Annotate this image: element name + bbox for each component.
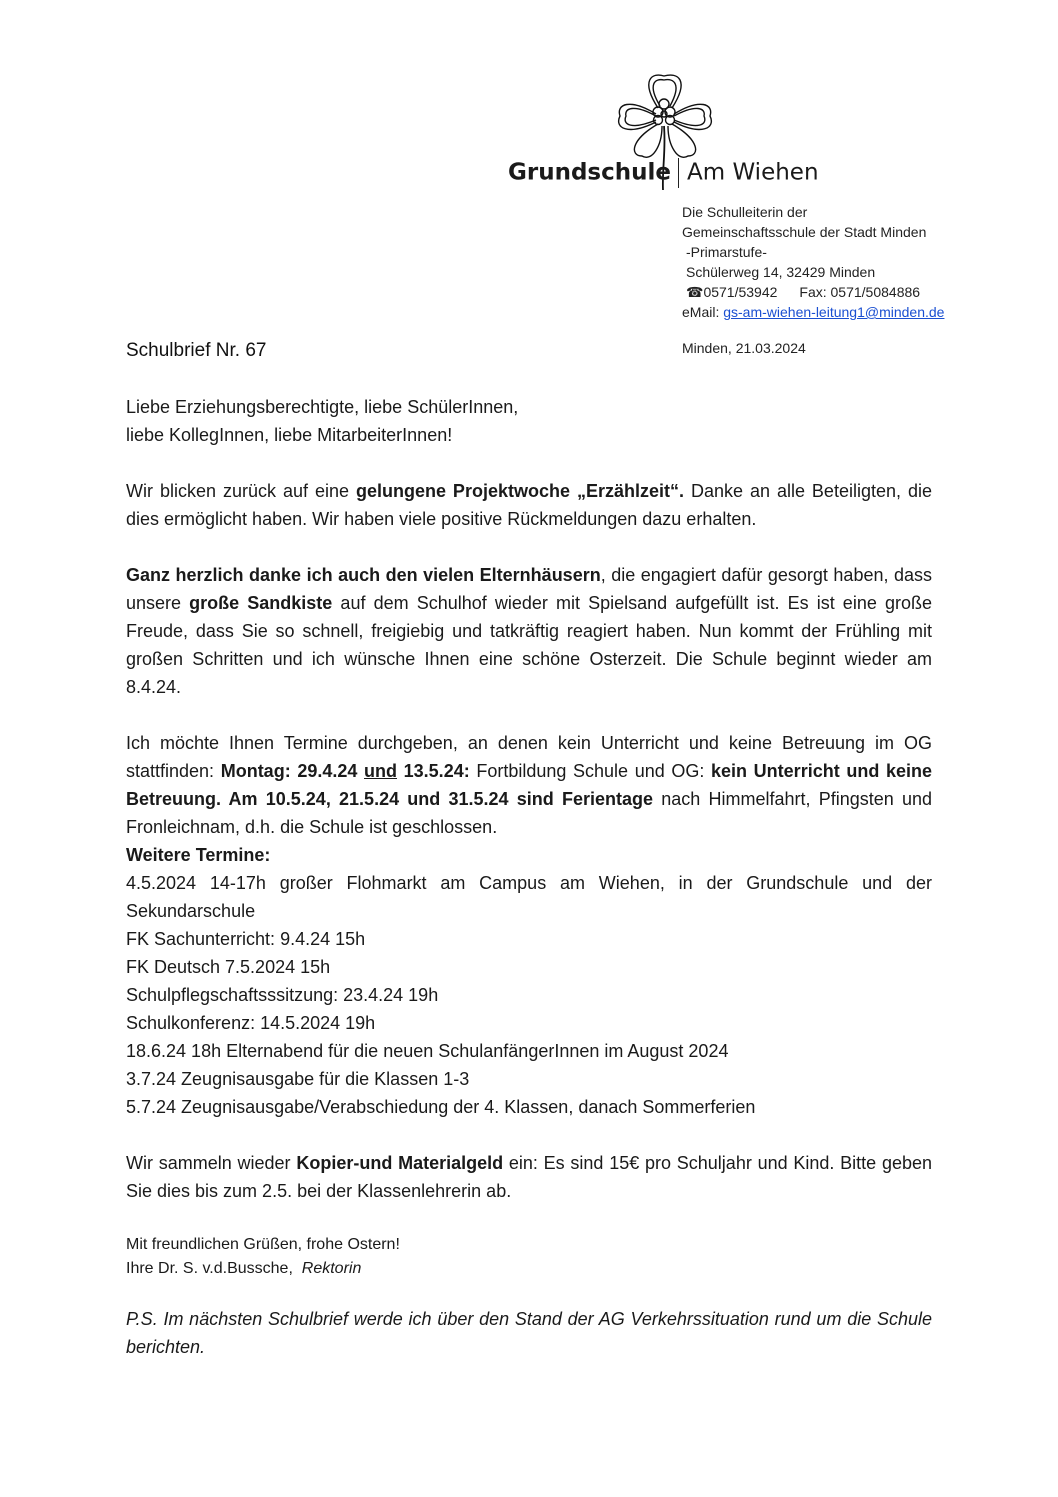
phone-fax-line bbox=[682, 282, 944, 302]
email-label: eMail: bbox=[682, 304, 724, 320]
para3-text-2: Fortbildung Schule und OG: bbox=[469, 761, 712, 781]
termine-item: 5.7.24 Zeugnisausgabe/Verabschiedung der 4. Klassen, danach Sommerferien bbox=[126, 1097, 756, 1117]
phone-number: ☎0571/53942 bbox=[686, 284, 778, 300]
address-line-2: Gemeinschaftsschule der Stadt Minden bbox=[682, 224, 927, 240]
closing-line-1: Mit freundlichen Grüßen, frohe Ostern! bbox=[126, 1236, 400, 1253]
letter-date: Minden, 21.03.2024 bbox=[682, 340, 806, 356]
greeting-line-1: Liebe Erziehungsberechtigte, liebe SchülerInnen, bbox=[126, 397, 519, 417]
postscript: P.S. Im nächsten Schulbrief werde ich über den Stand der AG Verkehrssituation rund um die Schule berichten. bbox=[126, 1309, 932, 1357]
termine-heading bbox=[126, 841, 932, 869]
school-name-part1: Grundschule bbox=[508, 159, 671, 186]
para1-bold-1: gelungene Projektwoche „Erzählzeit“. bbox=[355, 481, 684, 501]
para2-text-1: , die engagiert dafür gesorgt haben, dass unsere bbox=[126, 565, 933, 613]
greeting-line-2: liebe KollegInnen, liebe MitarbeiterInnen! bbox=[126, 425, 453, 445]
paragraph-closure-dates bbox=[126, 729, 932, 841]
address-line-3: -Primarstufe- bbox=[686, 244, 767, 260]
termine-item: FK Sachunterricht: 9.4.24 15h bbox=[126, 929, 366, 949]
paragraph-sandbox bbox=[126, 561, 932, 701]
closing-line-2 bbox=[126, 1257, 932, 1281]
para3-bold-1: Montag: 29.4.24 bbox=[220, 761, 365, 781]
para2-bold-1: Ganz herzlich danke ich auch den vielen Elternhäusern bbox=[126, 565, 601, 585]
para1-text-1: Wir blicken zurück auf eine bbox=[126, 481, 356, 501]
paragraph-material-fee bbox=[126, 1149, 932, 1205]
address-line-1: Die Schulleiterin der bbox=[682, 204, 808, 220]
para2-text-2: auf dem Schulhof wieder mit Spielsand aufgefüllt ist. Es ist eine große Freude, dass Sie so schnell, freigiebig und tatkräftig reagiert haben. Nun kommt der Frühling mit großen Schritten und ich wünsche Ihnen eine schöne Osterzeit. Die Schule beginnt wieder am 8.4.24. bbox=[126, 593, 932, 697]
sender-address bbox=[682, 202, 944, 322]
signature-role: Rektorin bbox=[301, 1260, 362, 1277]
signature-name: Ihre Dr. S. v.d.Bussche, bbox=[126, 1260, 302, 1277]
termine-heading-text: Weitere Termine: bbox=[126, 845, 271, 865]
school-name bbox=[508, 158, 819, 188]
letter-subject: Schulbrief Nr. 67 bbox=[126, 340, 267, 361]
termine-item: 4.5.2024 14-17h großer Flohmarkt am Campus am Wiehen, in der Grundschule und der Sekundarschule bbox=[126, 873, 932, 921]
para4-text-2: ein: Es sind 15€ pro Schuljahr und Kind. Bitte geben Sie dies bis zum 2.5. bei der Klassenlehrerin ab. bbox=[126, 1153, 933, 1201]
para3-bold-underline: und bbox=[364, 761, 398, 781]
para1-text-2: Danke an alle Beteiligten, die dies ermöglicht haben. Wir haben viele positive Rückmeldungen dazu erhalten. bbox=[126, 481, 932, 529]
letter-body bbox=[126, 393, 932, 1361]
para2-bold-2: große Sandkiste bbox=[189, 593, 333, 613]
address-line-4: Schülerweg 14, 32429 Minden bbox=[686, 264, 876, 280]
para3-bold-2: 13.5.24: bbox=[397, 761, 470, 781]
email-line bbox=[682, 302, 944, 322]
school-name-divider bbox=[678, 158, 679, 188]
school-name-part2: Am Wiehen bbox=[687, 159, 819, 186]
para3-text-3: nach Himmelfahrt, Pfingsten und Fronleichnam, d.h. die Schule ist geschlossen. bbox=[126, 789, 932, 837]
email-link[interactable]: gs-am-wiehen-leitung1@minden.de bbox=[723, 304, 945, 320]
termine-item: FK Deutsch 7.5.2024 15h bbox=[126, 957, 331, 977]
para3-bold-3: kein Unterricht und keine Betreuung. Am 10.5.24, 21.5.24 und 31.5.24 sind Ferientage bbox=[126, 761, 932, 809]
fax-number: Fax: 0571/5084886 bbox=[799, 284, 921, 300]
termine-item: Schulkonferenz: 14.5.2024 19h bbox=[126, 1013, 376, 1033]
termine-item: 3.7.24 Zeugnisausgabe für die Klassen 1-3 bbox=[126, 1069, 470, 1089]
termine-item: 18.6.24 18h Elternabend für die neuen SchulanfängerInnen im August 2024 bbox=[126, 1041, 729, 1061]
termine-item: Schulpflegschaftsssitzung: 23.4.24 19h bbox=[126, 985, 439, 1005]
paragraph-project-week bbox=[126, 477, 932, 533]
para4-text-1: Wir sammeln wieder bbox=[126, 1153, 297, 1173]
para3-text-1: Ich möchte Ihnen Termine durchgeben, an denen kein Unterricht und keine Betreuung im OG stattfinden: bbox=[126, 733, 932, 781]
para4-bold-1: Kopier-und Materialgeld bbox=[296, 1153, 504, 1173]
